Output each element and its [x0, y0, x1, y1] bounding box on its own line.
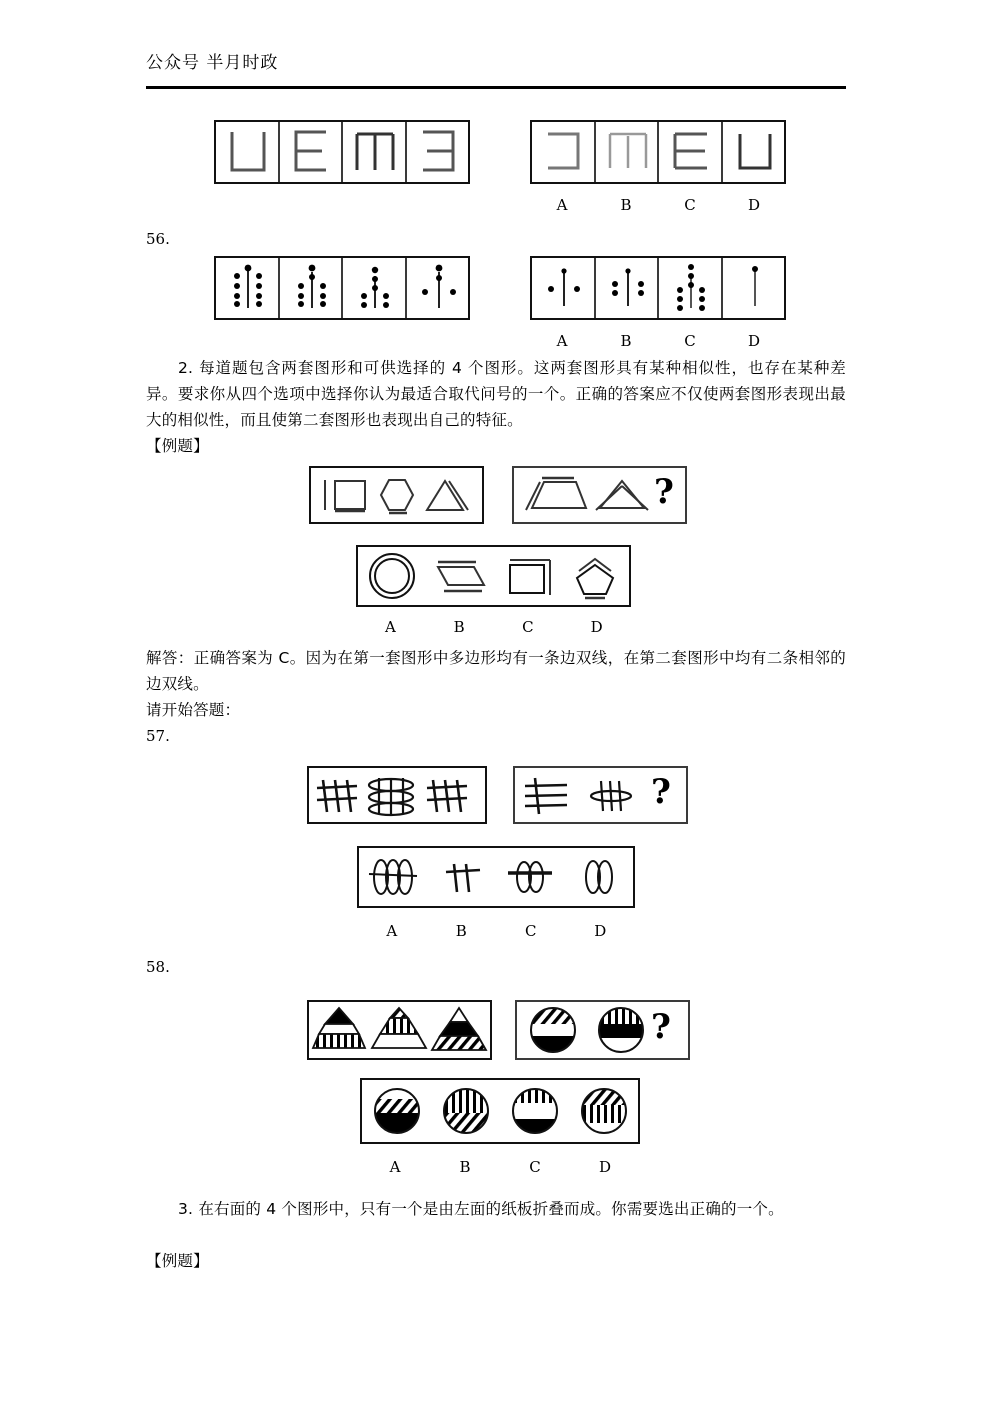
bracket-shapes-stem: [214, 120, 470, 184]
figure-cell: [280, 258, 344, 318]
figure-cell: [343, 122, 407, 182]
option-cell-b[interactable]: [596, 258, 660, 318]
option-label-b: B: [620, 332, 632, 350]
page-header-title: 公众号 半月时政: [146, 53, 279, 73]
option-label-a: A: [386, 922, 398, 940]
option-cell-b[interactable]: [596, 122, 660, 182]
option-label-c: C: [522, 618, 534, 636]
example2-option-labels: [356, 618, 631, 636]
question-mark: ?: [651, 1007, 671, 1047]
answer-explanation: 解答：正确答案为 C。因为在第一套图形中多边形均有一条边双线，在第二套图形中均有二条相邻的边双线。: [146, 649, 846, 693]
option-cell-d[interactable]: [561, 547, 629, 605]
option-cell-d[interactable]: [723, 122, 785, 182]
option-cell-a[interactable]: [358, 547, 426, 605]
option-label-d: D: [594, 922, 607, 940]
example-label-2: 【例题】: [146, 1252, 209, 1270]
option-label-c: C: [525, 922, 537, 940]
dot-stem-options: [530, 256, 786, 320]
instruction-section-2: 2. 每道题包含两套图形和可供选择的 4 个图形。这两套图形具有某种相似性，也存在某种差异。要求你从四个选项中选择你认为最适合取代问号的一个。正确的答案应不仅使两套图形表现出最大的相似性，而且使第二套图形也表现出自己的特征。: [146, 359, 846, 429]
option-cell-c[interactable]: [659, 122, 723, 182]
figure-cell: [280, 122, 344, 182]
option-label-b: B: [459, 1158, 471, 1176]
dot-stem-figures: [214, 256, 470, 320]
option-cell-b[interactable]: [426, 547, 494, 605]
option-cell-d[interactable]: [569, 1080, 638, 1142]
option-label-a: A: [556, 332, 568, 350]
bracket-shapes-options: [530, 120, 786, 184]
option-label-b: B: [620, 196, 632, 214]
option-label-d: D: [590, 618, 603, 636]
header-divider: [146, 86, 846, 89]
option-cell-b[interactable]: [431, 1080, 500, 1142]
option-label-b: B: [455, 922, 467, 940]
hatch-grid-second-set: [513, 766, 688, 824]
option-cell-a[interactable]: [532, 258, 596, 318]
option-label-c: C: [684, 196, 696, 214]
option-label-c: C: [529, 1158, 541, 1176]
option-cell-d[interactable]: [723, 258, 785, 318]
q57-option-labels: [357, 922, 635, 940]
option-label-b: B: [453, 618, 465, 636]
option-label-a: A: [384, 618, 396, 636]
option-cell-a[interactable]: [362, 1080, 431, 1142]
polygons-two-adjacent-double-edges: [512, 466, 687, 524]
polygons-single-double-edge: [309, 466, 484, 524]
polygon-options: [356, 545, 631, 607]
option-cell-c[interactable]: [494, 547, 562, 605]
option-cell-c[interactable]: [500, 1080, 569, 1142]
figure-cell: [216, 258, 280, 318]
begin-prompt: 请开始答题：: [146, 701, 241, 719]
question-number-57: 57.: [146, 727, 170, 745]
question-number-58: 58.: [146, 958, 170, 976]
figure-cell: [407, 258, 469, 318]
q58-option-labels: [360, 1158, 640, 1176]
option-label-a: A: [556, 196, 568, 214]
banded-triangles: [307, 1000, 492, 1060]
option-label-d: D: [747, 196, 761, 214]
figure-cell: [343, 258, 407, 318]
question-number-56: 56.: [146, 230, 170, 248]
option-cell-a[interactable]: [359, 848, 428, 906]
ellipse-stroke-options: [357, 846, 635, 908]
example-label: 【例题】: [146, 437, 209, 455]
figure-cell: [216, 122, 280, 182]
option-cell-c[interactable]: [496, 848, 565, 906]
option-label-d: D: [747, 332, 761, 350]
question-mark: ?: [651, 772, 671, 812]
q56-option-labels: [530, 332, 786, 350]
figure-cell: [407, 122, 469, 182]
hatch-grid-figures: [307, 766, 487, 824]
row1-option-labels: [530, 196, 786, 214]
option-cell-a[interactable]: [532, 122, 596, 182]
option-label-c: C: [684, 332, 696, 350]
banded-circles: [515, 1000, 690, 1060]
option-cell-b[interactable]: [428, 848, 497, 906]
option-cell-c[interactable]: [659, 258, 723, 318]
instruction-section-3: 3. 在右面的 4 个图形中，只有一个是由左面的纸板折叠而成。你需要选出正确的一个。: [178, 1200, 784, 1218]
option-label-a: A: [389, 1158, 401, 1176]
question-mark: ?: [654, 472, 674, 512]
banded-circle-options: [360, 1078, 640, 1144]
option-cell-d[interactable]: [565, 848, 634, 906]
option-label-d: D: [598, 1158, 612, 1176]
